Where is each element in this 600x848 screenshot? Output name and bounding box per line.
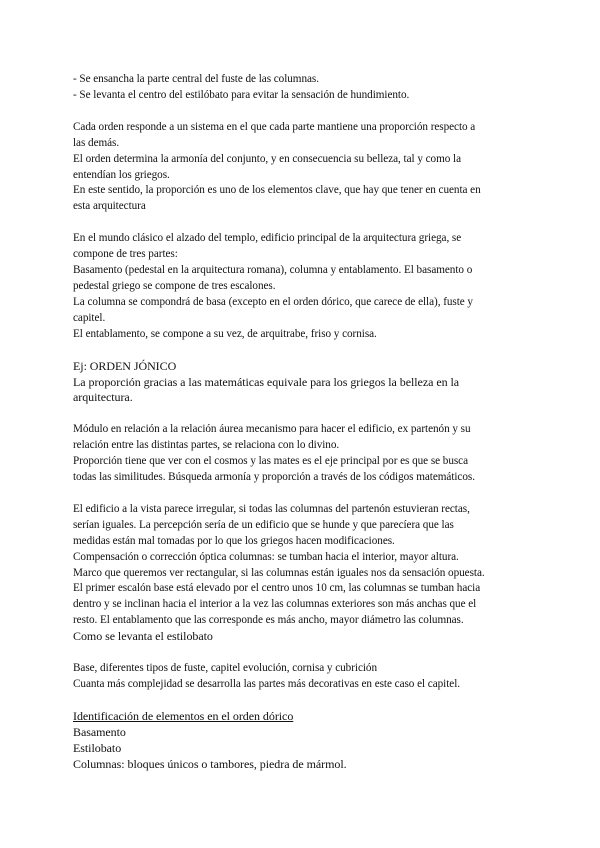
list-item: Columnas: bloques únicos o tambores, piedra de mármol. [73,756,347,771]
text-line: Base, diferentes tipos de fuste, capitel evolución, cornisa y cubrición [73,662,378,675]
text-line: Compensación o corrección óptica columnas: se tumban hacia el interior, mayor altura. [73,550,459,563]
paragraph-base-capital [73,661,533,693]
paragraph-spacer [73,486,533,502]
text-line: serían iguales. La percepción sería de un edificio que se hunde y que parecíera que las [73,518,454,531]
paragraph-optical-correction [73,502,533,645]
text-line: arquitectura. [73,390,133,405]
text-line: dentro y se inclinan hacia el interior a la vez las columnas exteriores son más anchas que el [73,598,477,611]
text-line: El primer escalón base está elevado por el centro unos 10 cm, las columnas se tumban hacia [73,582,481,595]
text-line: El orden determina la armonía del conjunto, y en consecuencia su belleza, tal y como la [73,152,461,165]
text-line: resto. El entablamento que las corresponde es más ancho, mayor diámetro las columnas. [73,614,464,627]
text-line: las demás. [73,136,120,149]
text-line: La columna se compondrá de basa (excepto en el orden dórico, que carece de ella), fuste y [73,295,473,308]
list-item: Basamento [73,724,126,739]
text-line: compone de tres partes: [73,248,178,261]
list-item: Estilobato [73,740,122,755]
text-line: En el mundo clásico el alzado del templo, edificio principal de la arquitectura griega, se [73,232,462,245]
text-line: Como se levanta el estilobato [73,629,213,644]
text-line: En este sentido, la proporción es uno de los elementos clave, que hay que tener en cuenta en [73,184,481,197]
text-line: La proporción gracias a las matemáticas equivale para los griegos la belleza en la [73,374,460,389]
text-line: Cada orden responde a un sistema en el que cada parte mantiene una proporción respecto a [73,120,476,133]
paragraph-ionic-order [73,359,533,407]
paragraph-corrections [73,72,533,104]
text-line: pedestal griego se compone de tres escalones. [73,279,276,292]
text-line: Módulo en relación a la relación áurea mecanismo para hacer el edificio, ex partenón y su [73,423,471,436]
text-line: esta arquitectura [73,200,146,213]
document-page [73,72,533,773]
text-line: Proporción tiene que ver con el cosmos y las mates es el eje principal por es que se busca [73,455,469,468]
text-line: relación entre las distintas partes, se relaciona con lo divino. [73,439,340,452]
paragraph-spacer [73,215,533,231]
text-line: - Se ensancha la parte central del fuste de las columnas. [73,73,319,85]
paragraph-spacer [73,406,533,422]
text-line: Cuanta más complejidad se desarrolla las partes más decorativas en este caso el capitel. [73,678,461,690]
text-line: Basamento (pedestal en la arquitectura romana), columna y entablamento. El basamento o [73,264,473,277]
text-line: todas las similitudes. Búsqueda armonía y proporción a través de los códigos matemáticos. [73,471,475,484]
text-line: capitel. [73,311,106,324]
paragraph-spacer [73,645,533,661]
section-heading-ionic: Ej: ORDEN JÓNICO [73,358,177,373]
text-line: entendían los griegos. [73,168,170,181]
paragraph-temple-elevation [73,231,533,342]
text-line: Marco que queremos ver rectangular, si las columnas están iguales nos da sensación opuesta. [73,566,485,579]
paragraph-proportion [73,120,533,215]
paragraph-spacer [73,104,533,120]
text-line: El entablamento, se compone a su vez, de arquitrabe, friso y cornisa. [73,327,377,340]
text-line: El edificio a la vista parece irregular, si todas las columnas del partenón estuvieran rectas, [73,502,470,515]
text-line: medidas están mal tomadas por lo que los griegos hacen modificaciones. [73,534,395,547]
section-heading-doric: Identificación de elementos en el orden dórico [73,708,294,723]
paragraph-spacer [73,343,533,359]
paragraph-doric-elements [73,709,533,773]
text-line: - Se levanta el centro del estilóbato para evitar la sensación de hundimiento. [73,88,410,101]
paragraph-spacer [73,693,533,709]
paragraph-module [73,422,533,486]
